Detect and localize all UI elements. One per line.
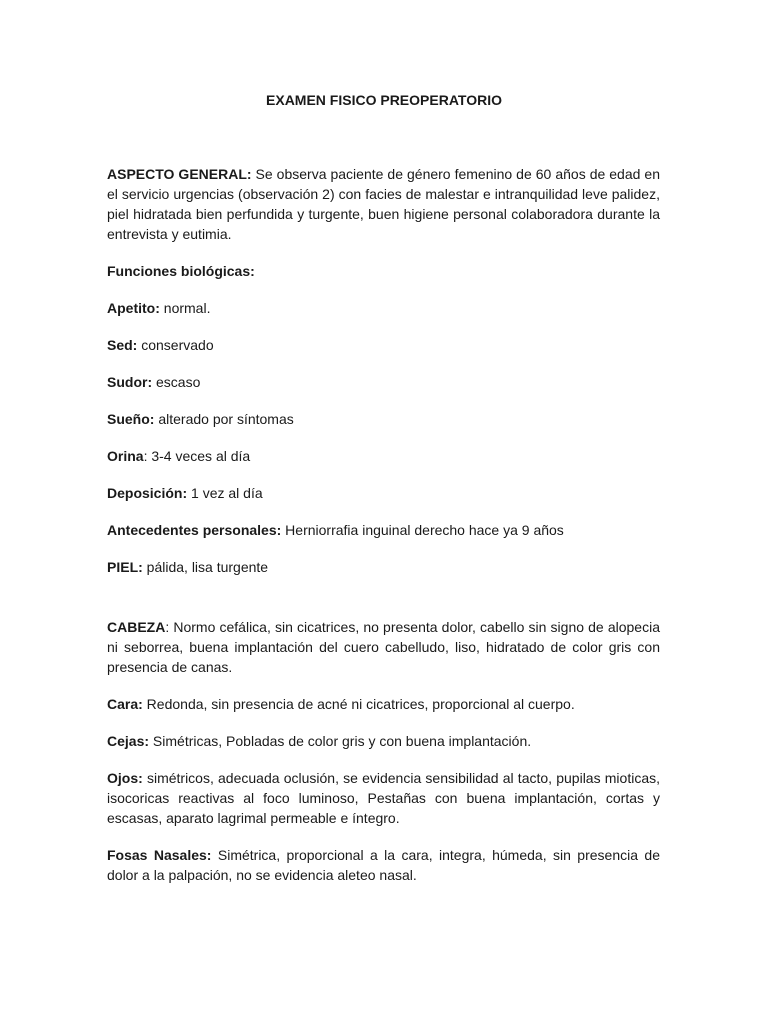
- item-label: Ojos:: [107, 770, 143, 786]
- item-text: 1 vez al día: [187, 485, 263, 501]
- item-label: Deposición:: [107, 485, 188, 501]
- section-text: Se observa paciente de género femenino de 60 años de edad en el servicio urgencias (observación 2) con facies de malestar e intranquilidad leve palidez, piel hidratada bien perfundida y turgente, buen higiene personal colaboradora durante la entrevista y eutimia.: [107, 166, 660, 242]
- item-label: Sudor:: [107, 374, 153, 390]
- item-orina: [107, 446, 660, 466]
- item-text: Simétrica, proporcional a la cara, integra, húmeda, sin presencia de dolor a la palpación, no se evidencia aleteo nasal.: [107, 847, 660, 883]
- document-body: [107, 164, 660, 902]
- item-text: : 3-4 veces al día: [143, 448, 251, 464]
- item-text: normal.: [159, 300, 211, 316]
- document-title: EXAMEN FISICO PREOPERATORIO: [266, 92, 502, 108]
- item-label: Apetito:: [107, 300, 160, 316]
- section-aspecto-general: [107, 164, 660, 244]
- item-text: alterado por síntomas: [154, 411, 294, 427]
- item-text: pálida, lisa turgente: [142, 559, 269, 575]
- item-antecedentes-personales: [107, 520, 660, 540]
- item-piel: [107, 557, 660, 577]
- section-text: : Normo cefálica, sin cicatrices, no presenta dolor, cabello sin signo de alopecia ni seborrea, buena implantación del cuero cabelludo, liso, hidratado de color gris con presencia de canas.: [107, 619, 660, 675]
- item-label: PIEL:: [107, 559, 143, 575]
- item-apetito: [107, 298, 660, 318]
- item-label: Fosas Nasales:: [107, 847, 212, 863]
- item-deposicion: [107, 483, 660, 503]
- item-label: Cara:: [107, 696, 143, 712]
- item-text: conservado: [137, 337, 214, 353]
- section-label: CABEZA: [107, 619, 166, 635]
- item-text: Redonda, sin presencia de acné ni cicatrices, proporcional al cuerpo.: [142, 696, 575, 712]
- item-ojos: [107, 768, 660, 828]
- item-label: Orina: [107, 448, 144, 464]
- section-label: ASPECTO GENERAL:: [107, 166, 252, 182]
- item-label: Cejas:: [107, 733, 150, 749]
- section-label: Funciones biológicas:: [107, 263, 255, 279]
- item-text: Herniorrafia inguinal derecho hace ya 9 años: [281, 522, 564, 538]
- section-funciones-biologicas: [107, 261, 660, 281]
- section-cabeza: [107, 617, 660, 677]
- item-label: Sueño:: [107, 411, 155, 427]
- item-text: escaso: [152, 374, 201, 390]
- item-text: Simétricas, Pobladas de color gris y con buena implantación.: [149, 733, 532, 749]
- item-sueno: [107, 409, 660, 429]
- item-sudor: [107, 372, 660, 392]
- item-fosas-nasales: [107, 845, 660, 885]
- item-cejas: [107, 731, 660, 751]
- item-label: Sed:: [107, 337, 138, 353]
- item-cara: [107, 694, 660, 714]
- item-text: simétricos, adecuada oclusión, se evidencia sensibilidad al tacto, pupilas mioticas, isocoricas reactivas al foco luminoso, Pestañas con buena implantación, cortas y escasas, aparato lagrimal permeable e íntegro.: [107, 770, 660, 826]
- item-label: Antecedentes personales:: [107, 522, 282, 538]
- item-sed: [107, 335, 660, 355]
